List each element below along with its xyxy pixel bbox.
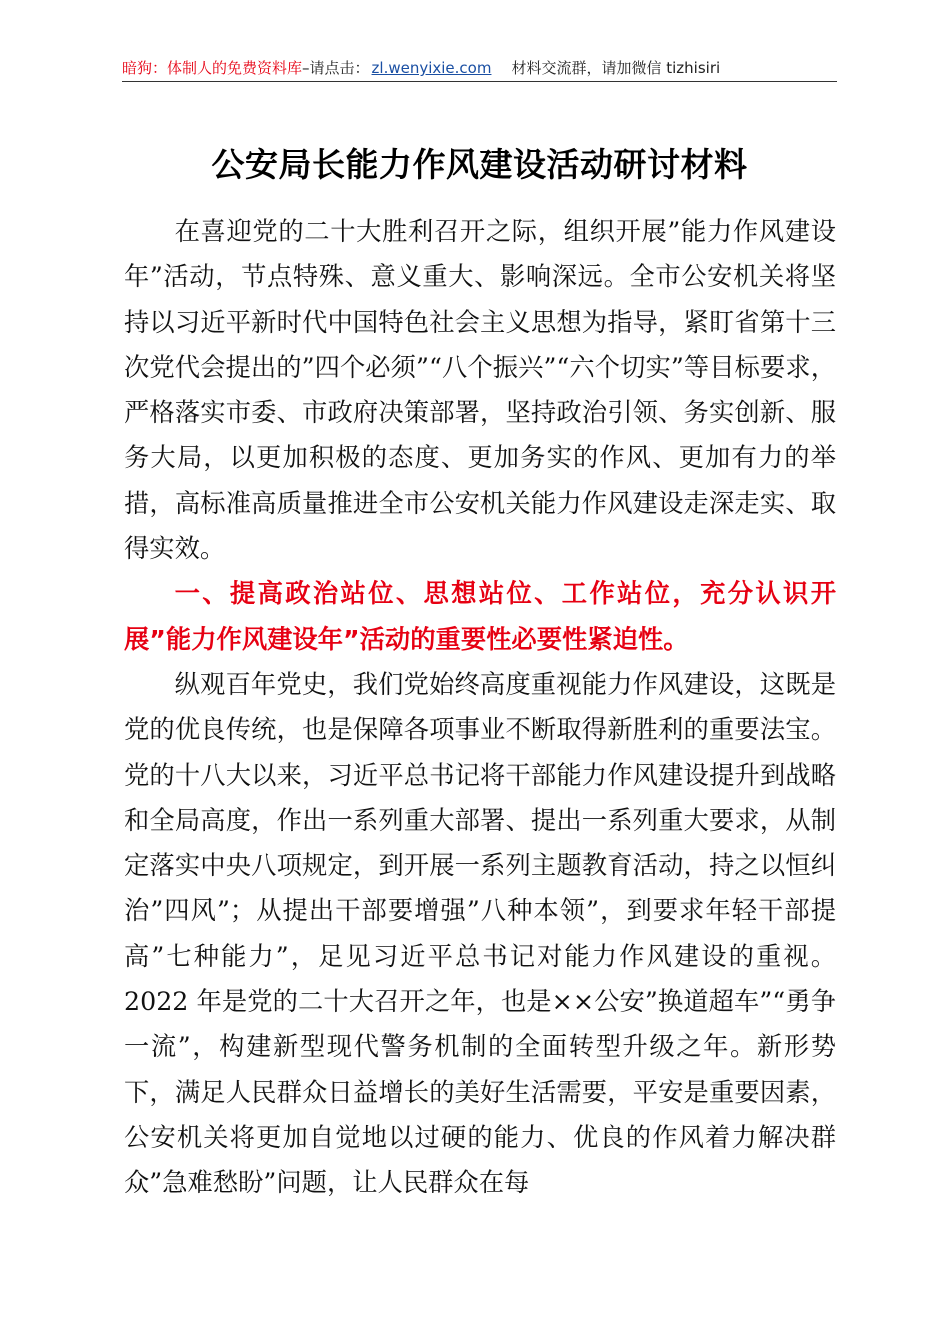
header-divider [122, 81, 837, 82]
header-contact: 材料交流群，请加微信 tizhisiri [511, 59, 721, 77]
section-heading: 一、提高政治站位、思想站位、工作站位，充分认识开展”能力作风建设年”活动的重要性必要性紧迫性。 [124, 579, 836, 654]
body-paragraph: 纵观百年党史，我们党始终高度重视能力作风建设，这既是党的优良传统，也是保障各项事业不断取得新胜利的重要法宝。党的十八大以来，习近平总书记将干部能力作风建设提升到战略和全局高度，作出一系列重大部署、提出一系列重大要求，从制定落实中央八项规定，到开展一系列主题教育活动，持之以恒纠治”四风”；从提出干部要增强”八种本领”，到要求年轻干部提高”七种能力”，足见习近平总书记对能力作风建设的重视。2022 年是党的二十大召开之年，也是××公安”换道超车”“勇争一流”，构建新型现代警务机制的全面转型升级之年。新形势下，满足人民群众日益增长的美好生活需要，平安是重要因素，公安机关将更加自觉地以过硬的能力、优良的作风着力解决群众”急难愁盼”问题，让人民群众在每 [124, 669, 836, 1198]
document-body [124, 209, 836, 1206]
header-prompt: –请点击： [302, 59, 370, 77]
page-header [122, 56, 837, 80]
header-brand: 暗狗：体制人的免费资料库 [122, 59, 303, 77]
document-title: 公安局长能力作风建设活动研讨材料 [211, 145, 748, 184]
header-link[interactable]: zl.wenyixie.com [371, 59, 492, 77]
body-paragraph: 在喜迎党的二十大胜利召开之际，组织开展”能力作风建设年”活动，节点特殊、意义重大、影响深远。全市公安机关将坚持以习近平新时代中国特色社会主义思想为指导，紧盯省第十三次党代会提出的”四个必须”“八个振兴”“六个切实”等目标要求，严格落实市委、市政府决策部署，坚持政治引领、务实创新、服务大局，以更加积极的态度、更加务实的作风、更加有力的举措，高标准高质量推进全市公安机关能力作风建设走深走实、取得实效。 [124, 217, 836, 564]
